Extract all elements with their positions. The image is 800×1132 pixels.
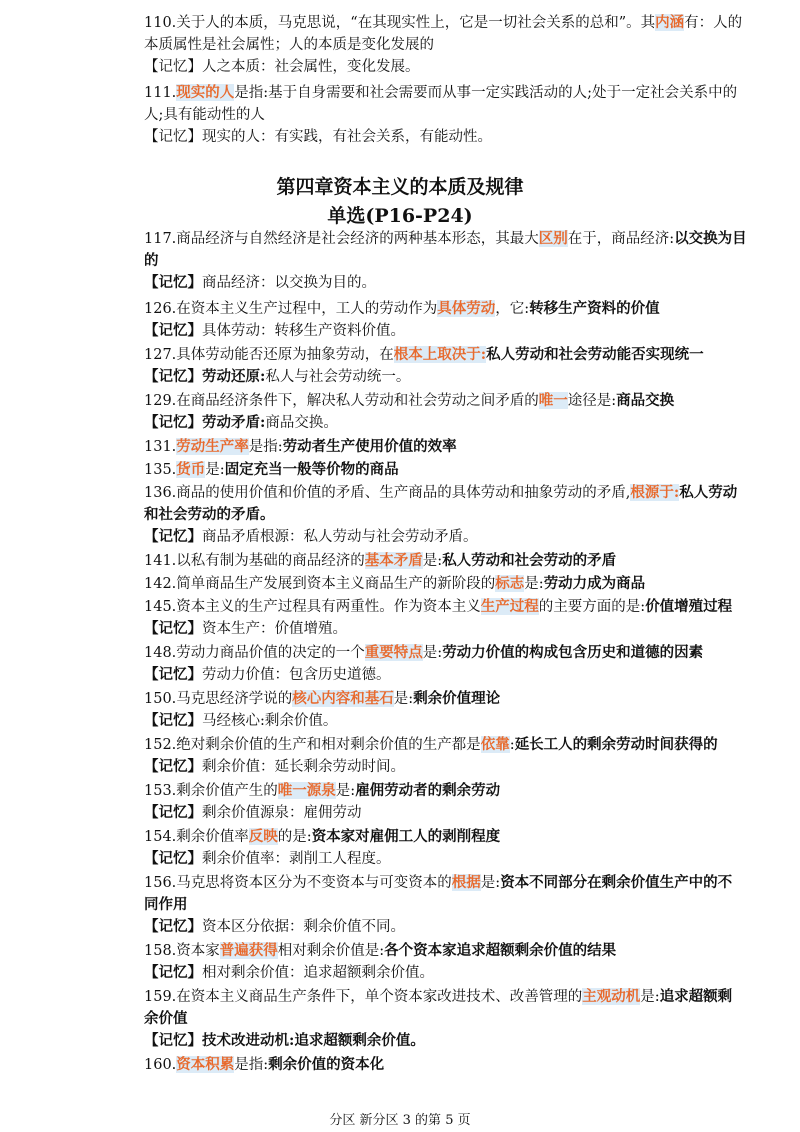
memory-note: 【记忆】人之本质：社会属性，变化发展。 (144, 59, 420, 75)
keyword-highlight: 核心内容和基石 (292, 690, 394, 707)
memory-note: 【记忆】劳动矛盾:商品交换。 (144, 414, 338, 431)
keyword-highlight: 内涵 (655, 14, 685, 31)
keyword-highlight: 根本上取决于: (393, 346, 487, 363)
item-117: 117.商品经济与自然经济是社会经济的两种基本形态，其最大区别在于，商品经济:以交换为目 的 【记忆】商品经济：以交换为目的。 (144, 228, 764, 294)
item-131: 131.劳动生产率是指:劳动者生产使用价值的效率 (144, 438, 457, 455)
item-129: 129.在商品经济条件下，解决私人劳动和社会劳动之间矛盾的唯一途径是:商品交换 【记忆】劳动矛盾:商品交换。 (144, 390, 764, 434)
keyword-highlight: 劳动生产率 (176, 438, 249, 455)
page-footer: 分区 新分区 3 的第 5 页 (329, 1113, 471, 1128)
keyword-highlight: 反映 (248, 828, 278, 845)
memory-note: 【记忆】现实的人：有实践，有社会关系，有能动性。 (144, 129, 492, 145)
item-145: 145.资本主义的生产过程具有两重性。作为资本主义生产过程的主要方面的是:价值增殖过程 【记忆】资本生产：价值增殖。 (144, 596, 764, 640)
item-152: 152.绝对剩余价值的生产和相对剩余价值的生产都是依靠:延长工人的剩余劳动时间获得的 【记忆】剩余价值：延长剩余劳动时间。 (144, 734, 764, 778)
item-135: 135.货币是:固定充当一般等价物的商品 (144, 461, 399, 478)
keyword-highlight: 普遍获得 (219, 942, 278, 959)
section-subtitle: 单选(P16-P24) (327, 205, 473, 227)
item-111: 111.现实的人是指:基于自身需要和社会需要而从事一定实践活动的人;处于一定社会关系中的 人;具有能动性的人 【记忆】现实的人：有实践，有社会关系，有能动性。 (144, 82, 764, 148)
memory-note: 【记忆】相对剩余价值：追求超额剩余价值。 (144, 964, 434, 981)
memory-note: 【记忆】资本区分依据：剩余价值不同。 (144, 918, 405, 935)
keyword-highlight: 唯一源泉 (277, 782, 336, 799)
item-142: 142.简单商品生产发展到资本主义商品生产的新阶段的标志是:劳动力成为商品 (144, 575, 646, 592)
item-156: 156.马克思将资本区分为不变资本与可变资本的根据是:资本不同部分在剩余价值生产中的不 同作用 【记忆】资本区分依据：剩余价值不同。 (144, 872, 764, 938)
memory-note: 【记忆】具体劳动：转移生产资料价值。 (144, 322, 405, 339)
memory-note: 【记忆】劳动还原:私人与社会劳动统一。 (144, 368, 411, 385)
item-150: 150.马克思经济学说的核心内容和基石是:剩余价值理论 【记忆】马经核心:剩余价值。 (144, 688, 764, 732)
keyword-highlight: 生产过程 (480, 598, 539, 615)
item-153: 153.剩余价值产生的唯一源泉是:雇佣劳动者的剩余劳动 【记忆】剩余价值源泉：雇佣劳动 (144, 780, 764, 824)
keyword-highlight: 基本矛盾 (364, 552, 423, 569)
memory-note: 【记忆】技术改进动机:追求超额剩余价值。 (144, 1032, 425, 1049)
keyword-highlight: 主观动机 (582, 988, 641, 1005)
item-141: 141.以私有制为基础的商品经济的基本矛盾是:私人劳动和社会劳动的矛盾 (144, 552, 617, 569)
memory-note: 【记忆】剩余价值：延长剩余劳动时间。 (144, 758, 405, 775)
keyword-highlight: 唯一 (538, 392, 568, 409)
keyword-highlight: 区别 (538, 230, 568, 247)
keyword-highlight: 资本积累 (176, 1056, 235, 1073)
keyword-highlight: 现实的人 (176, 84, 235, 101)
memory-note: 【记忆】资本生产：价值增殖。 (144, 620, 347, 637)
chapter-title: 第四章资本主义的本质及规律 (276, 176, 524, 198)
item-126: 126.在资本主义生产过程中，工人的劳动作为具体劳动，它:转移生产资料的价值 【记忆】具体劳动：转移生产资料价值。 (144, 298, 764, 342)
memory-note: 【记忆】商品经济：以交换为目的。 (144, 274, 376, 291)
item-154: 154.剩余价值率反映的是:资本家对雇佣工人的剥削程度 【记忆】剩余价值率：剥削工人程度。 (144, 826, 764, 870)
memory-note: 【记忆】劳动力价值：包含历史道德。 (144, 666, 391, 683)
item-160: 160.资本积累是指:剩余价值的资本化 (144, 1056, 385, 1073)
item-158: 158.资本家普遍获得相对剩余价值是:各个资本家追求超额剩余价值的结果 【记忆】相对剩余价值：追求超额剩余价值。 (144, 940, 764, 984)
keyword-highlight: 重要特点 (364, 644, 423, 661)
item-136: 136.商品的使用价值和价值的矛盾、生产商品的具体劳动和抽象劳动的矛盾,根源于:私人劳动 和社会劳动的矛盾。 【记忆】商品矛盾根源：私人劳动与社会劳动矛盾。 (144, 482, 764, 548)
keyword-highlight: 依靠 (480, 736, 510, 753)
keyword-highlight: 根源于: (630, 484, 680, 501)
item-148: 148.劳动力商品价值的决定的一个重要特点是:劳动力价值的构成包含历史和道德的因素 【记忆】劳动力价值：包含历史道德。 (144, 642, 764, 686)
keyword-highlight: 货币 (176, 461, 206, 478)
item-110: 110.关于人的本质，马克思说，“在其现实性上，它是一切社会关系的总和”。其内涵有：人的 本质属性是社会属性；人的本质是变化发展的 【记忆】人之本质：社会属性，变化发展。 (144, 12, 764, 78)
memory-note: 【记忆】马经核心:剩余价值。 (144, 712, 338, 729)
item-127: 127.具体劳动能否还原为抽象劳动，在根本上取决于:私人劳动和社会劳动能否实现统一 【记忆】劳动还原:私人与社会劳动统一。 (144, 344, 764, 388)
memory-note: 【记忆】剩余价值源泉：雇佣劳动 (144, 804, 362, 821)
memory-note: 【记忆】商品矛盾根源：私人劳动与社会劳动矛盾。 (144, 528, 478, 545)
keyword-highlight: 具体劳动 (437, 300, 496, 317)
memory-note: 【记忆】剩余价值率：剥削工人程度。 (144, 850, 391, 867)
item-159: 159.在资本主义商品生产条件下，单个资本家改进技术、改善管理的主观动机是:追求超额剩 余价值 【记忆】技术改进动机:追求超额剩余价值。 (144, 986, 764, 1052)
keyword-highlight: 标志 (495, 575, 525, 592)
keyword-highlight: 根据 (451, 874, 481, 891)
